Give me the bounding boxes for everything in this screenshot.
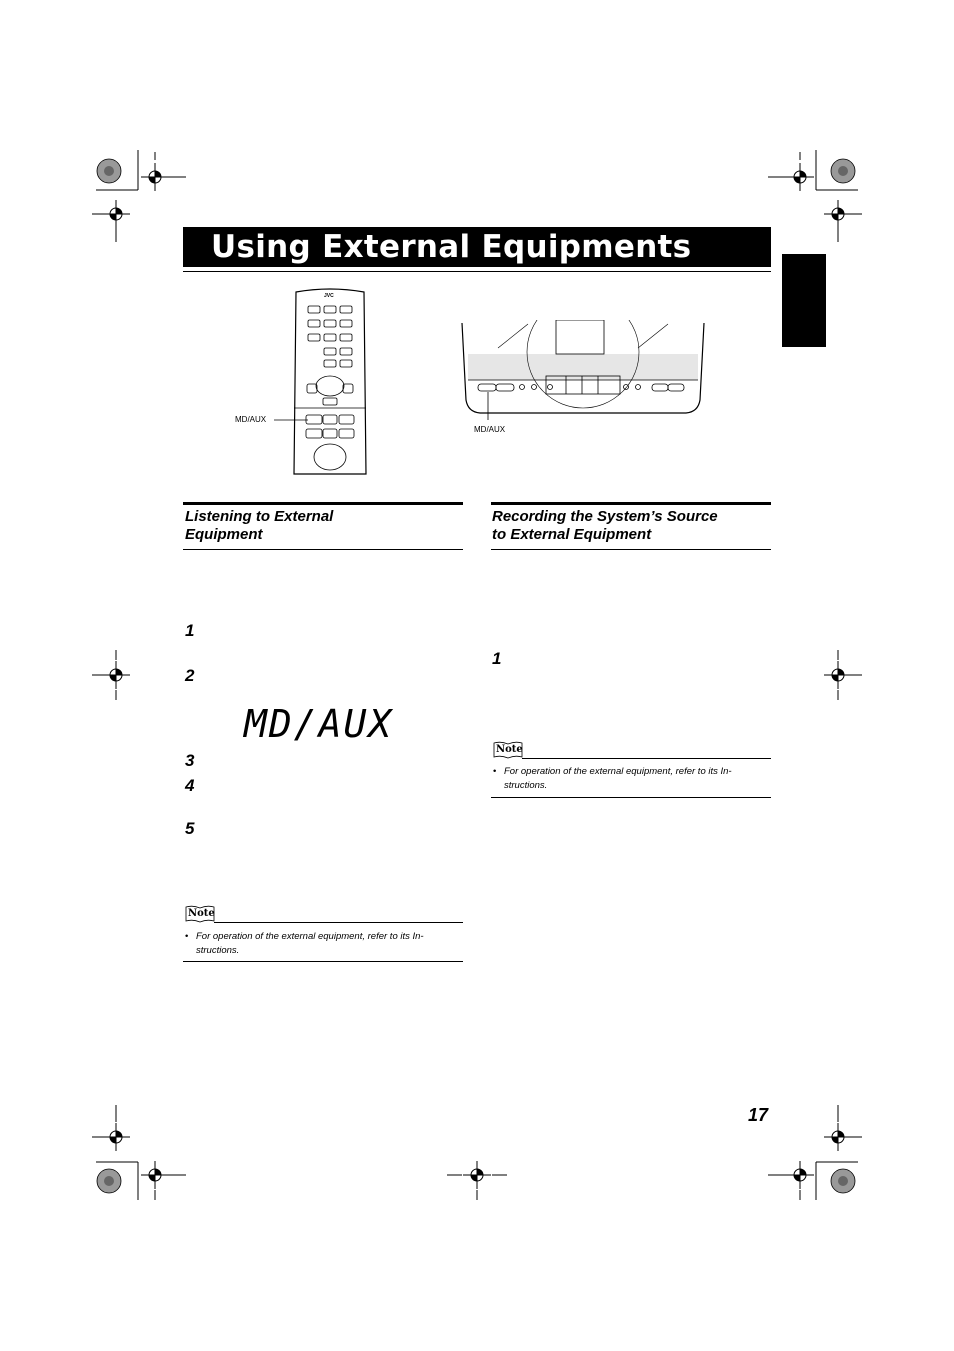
title-underline (183, 271, 771, 272)
left-note-line2: structions. (196, 945, 240, 956)
remote-callout-line (272, 410, 312, 430)
left-note-top-rule (214, 922, 463, 923)
page-title: Using External Equipments (211, 229, 692, 265)
unit-mdaux-label: MD/AUX (474, 425, 506, 434)
left-note-icon (185, 905, 215, 923)
right-section-title-line1: Recording the System’s Source (492, 508, 718, 525)
left-section-top-rule (183, 502, 463, 505)
left-step-3: 3 (185, 751, 195, 770)
right-note-bottom-rule (491, 797, 771, 798)
right-note-line2: structions. (504, 780, 548, 791)
right-note-bullet: • (493, 766, 497, 777)
left-step-5: 5 (185, 819, 195, 838)
remote-mdaux-label: MD/AUX (235, 415, 267, 424)
left-note-bottom-rule (183, 961, 463, 962)
right-note-top-rule (522, 758, 771, 759)
right-section-bottom-rule (491, 549, 771, 550)
left-note-text (185, 930, 460, 956)
left-note-line1: For operation of the external equipment, refer to its In- (196, 931, 424, 942)
left-section-bottom-rule (183, 549, 463, 550)
right-step-1: 1 (492, 649, 502, 668)
right-note-text (493, 765, 768, 791)
left-section-title-line2: Equipment (185, 526, 263, 543)
display-readout: MD/AUX (244, 702, 394, 746)
left-note-bullet: • (185, 931, 189, 942)
left-step-1: 1 (185, 621, 195, 640)
left-section-title-line1: Listening to External (185, 508, 334, 525)
left-note-badge: Note (188, 908, 215, 919)
remote-control-illustration (290, 286, 370, 476)
right-note-badge: Note (496, 744, 523, 755)
left-step-2: 2 (185, 666, 195, 685)
right-section-top-rule (491, 502, 771, 505)
right-section-title-line2: to External Equipment (492, 526, 652, 543)
title-bar (183, 227, 771, 267)
right-section-title (492, 508, 718, 544)
right-note-line1: For operation of the external equipment, refer to its In- (504, 766, 732, 777)
language-side-tab (782, 254, 826, 347)
remote-brand-logo: JVC (324, 293, 334, 299)
left-section-title (185, 508, 333, 544)
left-step-4: 4 (185, 776, 195, 795)
main-unit-illustration (458, 320, 708, 420)
right-note-icon (493, 741, 523, 759)
page-number: 17 (748, 1105, 769, 1125)
